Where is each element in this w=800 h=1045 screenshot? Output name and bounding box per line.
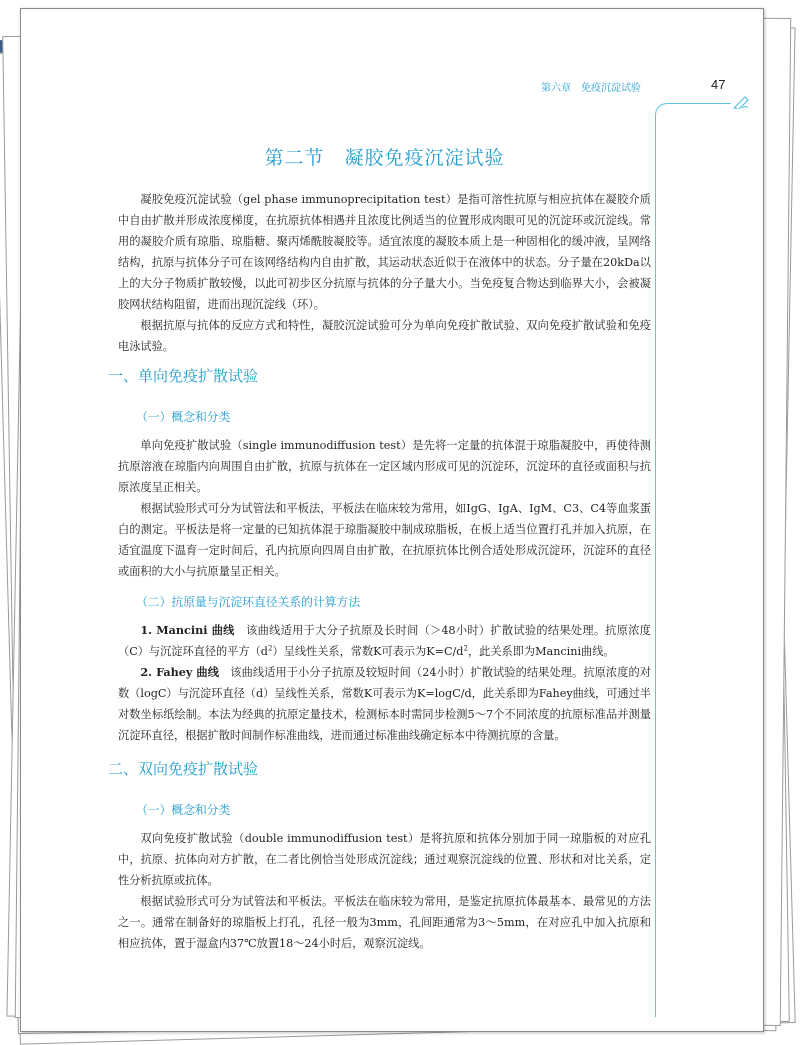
body-paragraph: 单向免疫扩散试验（single immunodiffusion test）是先将一定量的抗体混于琼脂凝胶中，再使待测抗原溶液在琼脂内向周围自由扩散，抗原与抗体在一定区域内形成可见的沉淀环，沉淀环的直径或面积与抗原浓度呈正相关。 xyxy=(118,439,651,494)
mancini-text: ，此关系即为Mancini曲线。 xyxy=(467,645,615,658)
heading-single-immunodiffusion: 一、单向免疫扩散试验 xyxy=(108,367,259,385)
section-title: 第二节 凝胶免疫沉淀试验 xyxy=(264,147,505,169)
mancini-label: 1. Mancini 曲线 xyxy=(140,623,235,637)
page-number: 47 xyxy=(711,77,726,92)
heading-double-immunodiffusion: 二、双向免疫扩散试验 xyxy=(108,760,259,778)
body-paragraph: 根据试验形式可分为试管法和平板法，平板法在临床较为常用，如IgG、IgA、IgM、C3、C4等血浆蛋白的测定。平板法是将一定量的已知抗体混于琼脂凝胶中制成琼脂板，在板上适当位置打孔并加入抗原，在适宜温度下温育一定时间后，孔内抗原向四周自由扩散，在抗原抗体比例合适处形成沉淀环，沉淀环的直径或面积的大小与抗原量呈正相关。 xyxy=(118,502,651,578)
superscript: 2 xyxy=(267,644,273,653)
subheading-concept: （一）概念和分类 xyxy=(136,410,231,424)
mancini-text: ）呈线性关系，常数K可表示为K=C/d xyxy=(272,645,464,658)
running-head: 第六章 免疫沉淀试验 xyxy=(541,83,641,94)
superscript: 2 xyxy=(463,644,468,653)
pen-icon xyxy=(733,95,751,109)
margin-rule xyxy=(671,103,731,104)
page-content xyxy=(108,143,651,954)
body-paragraph: 双向免疫扩散试验（double immunodiffusion test）是将抗原和抗体分别加于同一琼脂板的对应孔中，抗原、抗体向对方扩散，在二者比例恰当处形成沉淀线；通过观察沉淀线的位置、形状和对比关系，定性分析抗原或抗体。 xyxy=(118,832,651,887)
fahey-paragraph xyxy=(118,662,651,746)
intro-paragraph: 凝胶免疫沉淀试验（gel phase immunoprecipitation test）是指可溶性抗原与相应抗体在凝胶介质中自由扩散并形成浓度梯度，在抗原抗体相遇并且浓度比例适当的位置形成肉眼可见的沉淀环或沉淀线。常用的凝胶介质有琼脂、琼脂糖、聚丙烯酰胺凝胶等。适宜浓度的凝胶本质上是一种固相化的缓冲液，呈网络结构，抗原与抗体分子可在该网络结构内自由扩散，其运动状态近似于在液体中的状态。分子量在20kDa以上的大分子物质扩散较慢，以此可初步区分抗原与抗体的分子量大小。当免疫复合物达到临界大小，会被凝胶网状结构阻留，进而出现沉淀线（环）。 xyxy=(118,193,651,311)
book-page xyxy=(20,8,764,1032)
fahey-label: 2. Fahey 曲线 xyxy=(140,665,219,679)
fahey-text: 该曲线适用于小分子抗原及较短时间（24小时）扩散试验的结果处理。抗原浓度的对数（logC）与沉淀环直径（d）呈线性关系，常数K可表示为K=logC/d，此关系即为Fahey曲线，可通过半对数坐标纸绘制。本法为经典的抗原定量技术，检测标本时需同步检测5～7个不同浓度的抗原标准品并测量沉淀环直径，根据扩散时间制作标准曲线，进而通过标准曲线确定标本中待测抗原的含量。 xyxy=(118,666,651,742)
mancini-text: 该曲线适用于大分子抗原及长时间（＞48小时）扩散试验的结果处理。抗原浓度（C）与沉淀环直径的平方（d xyxy=(118,624,651,658)
body-paragraph: 根据试验形式可分为试管法和平板法。平板法在临床较为常用，是鉴定抗原抗体最基本、最常见的方法之一。通常在制备好的琼脂板上打孔，孔径一般为3mm，孔间距通常为3～5mm，在对应孔中加入抗原和相应抗体，置于湿盒内37℃放置18～24小时后，观察沉淀线。 xyxy=(118,895,651,950)
subheading-concept: （一）概念和分类 xyxy=(136,803,231,817)
margin-rule-vertical xyxy=(655,123,656,1017)
subheading-calculation: （二）抗原量与沉淀环直径关系的计算方法 xyxy=(136,595,361,609)
margin-rule-corner xyxy=(655,103,672,126)
mancini-paragraph xyxy=(118,620,651,662)
intro-paragraph: 根据抗原与抗体的反应方式和特性，凝胶沉淀试验可分为单向免疫扩散试验、双向免疫扩散试验和免疫电泳试验。 xyxy=(118,319,651,353)
